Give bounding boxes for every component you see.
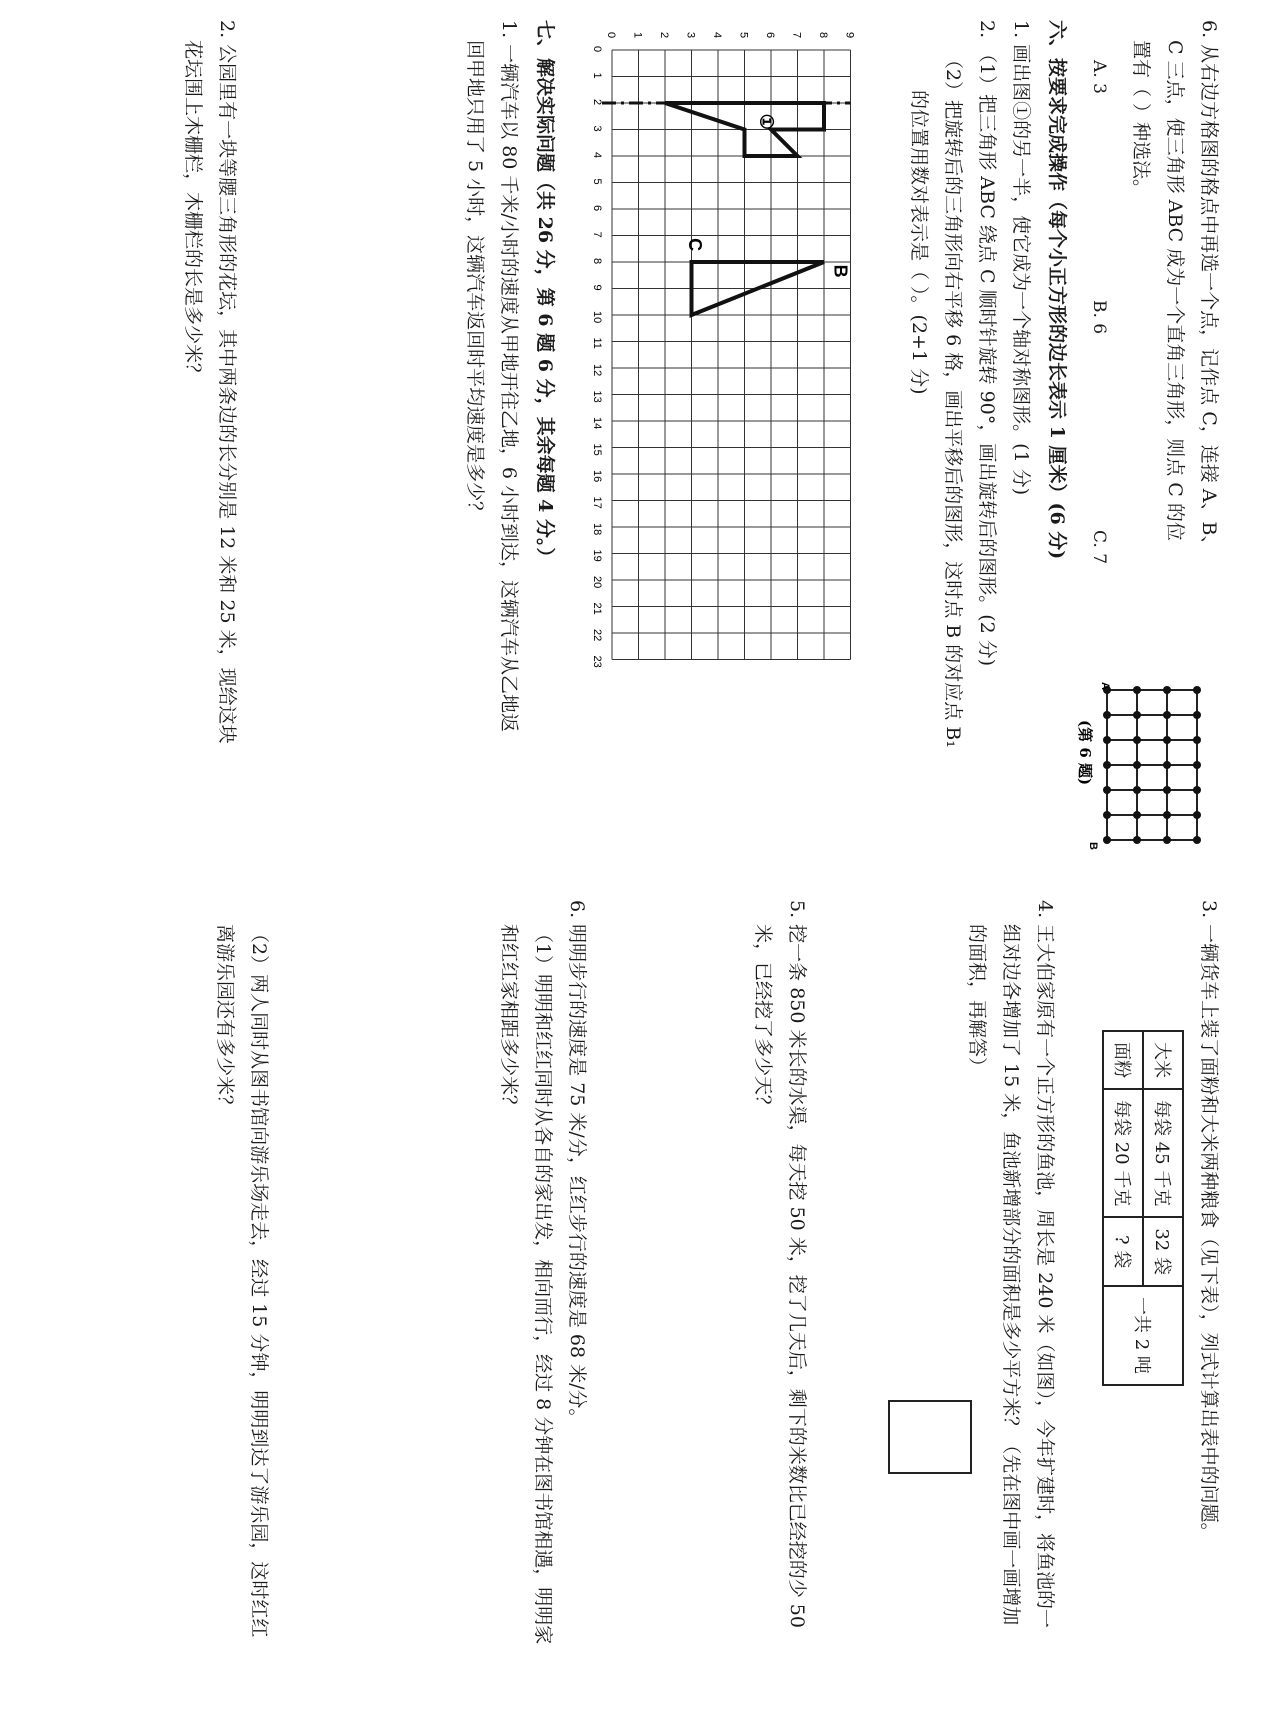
q5-line1: 5. 挖一条 850 米长的水渠，每天挖 50 米，挖了几天后，剩下的米数比已经挖的少 50 (786, 900, 808, 1628)
section6-q2: 2. （1）把三角形 ABC 绕点 C 顺时针旋转 90°，画出旋转后的图形。(2 分) (976, 20, 998, 667)
section6-q2b-line2: 的位置用数对表示是（ ）。(2+1 分) (908, 90, 930, 395)
grid-y-tick-label: 6 (764, 32, 776, 39)
section7-q2-line2: 花坛围上木栅栏，木栅栏的长是多少米？ (182, 40, 204, 383)
section7-q1-line1: 1. 一辆汽车以 80 千米/小时的速度从甲地开往乙地，6 小时到达，这辆汽车从乙地返 (498, 20, 520, 732)
dot-grid-label-b: B (1087, 842, 1099, 850)
q3-text: 3. 一辆货车上装了面粉和大米两种粮食（见下表），列式计算出表中的问题。 (1198, 900, 1220, 1542)
figure-1-label: ① (755, 113, 777, 130)
q6-line1: 6. 从右边方格图的格点中再选一个点，记作点 C，连接 A、B、 (1198, 20, 1220, 555)
q6-part2-line2: 离游乐园还有多少米？ (214, 924, 236, 1115)
q6-dot-grid-figure (1072, 670, 1212, 860)
grid-y-tick-label: 7 (790, 32, 803, 39)
grid-y-tick-label: 3 (684, 32, 697, 39)
grid-x-tick-label: 16 (591, 470, 603, 483)
q6-figure-caption: (第 6 题) (1076, 720, 1094, 786)
section6-q2b-line1: （2）把旋转后的三角形向右平移 6 格，画出平移后的图形，这时点 B 的对应点 B₁ (942, 50, 964, 748)
section7-q1-line2: 回甲地只用了 5 小时，这辆汽车返回时平均速度是多少？ (464, 40, 486, 521)
q4-line3: 的面积，再解答） (966, 924, 988, 1077)
q6-option-b: B. 6 (1089, 300, 1109, 335)
q6-option-c: C. 7 (1089, 530, 1109, 565)
grid-x-tick-label: 21 (591, 602, 603, 615)
grid-x-tick-label: 5 (591, 178, 603, 185)
grid-x-tick-label: 10 (591, 311, 603, 324)
grid-x-tick-label: 17 (591, 496, 603, 509)
q6-right-line: 6. 明明步行的速度是 75 米/分，红红步行的速度是 68 米/分。 (566, 900, 588, 1428)
grid-x-tick-label: 18 (591, 523, 603, 536)
grid-x-tick-label: 23 (591, 655, 603, 668)
q6-line2: C 三点，使三角形 ABC 成为一个直角三角形，则点 C 的位 (1164, 40, 1186, 541)
table-cell: 每袋 20 千克 (1103, 1089, 1143, 1217)
grid-lines (612, 50, 851, 660)
point-c-label: C (684, 238, 705, 252)
q6-part1-line1: （1）明明和红红同时从各自的家出发，相向而行，经过 8 分钟在图书馆相遇，明明家 (532, 924, 554, 1645)
grid-x-tick-label: 3 (591, 125, 603, 132)
grid-y-ticks (605, 32, 856, 38)
q4-line2: 组对边各增加了 15 米，鱼池新增部分的面积是多少平方米？（先在图中画一画增加 (1000, 924, 1022, 1626)
grid-x-tick-label: 1 (591, 72, 603, 79)
grid-x-tick-label: 11 (591, 337, 603, 349)
right-column (0, 900, 1280, 1734)
dot-grid-label-a: A (1099, 682, 1111, 690)
q6-line3: 置有（ ）种选法。 (1130, 40, 1152, 199)
grid-x-tick-label: 9 (591, 284, 603, 291)
grid-x-ticks (591, 46, 603, 668)
grid-y-tick-label: 1 (631, 32, 644, 39)
q6-part2-line1: （2）两人同时从图书馆向游乐场走去，经过 15 分钟，明明到达了游乐园，这时红红 (248, 924, 270, 1638)
table-cell-total: 一共 2 吨 (1103, 1286, 1183, 1385)
table-cell: 每袋 45 千克 (1143, 1089, 1183, 1217)
grid-x-tick-label: 2 (591, 99, 603, 106)
grid-y-tick-label: 4 (711, 32, 723, 39)
grid-x-tick-label: 15 (591, 443, 603, 456)
point-b-label: B (830, 264, 851, 278)
grid-x-tick-label: 4 (591, 152, 603, 159)
grid-x-tick-label: 6 (591, 205, 603, 212)
grid-x-tick-label: 12 (591, 364, 603, 377)
grid-x-tick-label: 19 (591, 549, 603, 562)
grid-x-tick-label: 14 (591, 417, 603, 430)
table-cell: ? 袋 (1103, 1217, 1143, 1286)
coordinate-grid (582, 10, 902, 680)
grid-y-tick-label: 5 (737, 32, 750, 39)
cargo-table (1102, 1030, 1184, 1386)
table-cell: 大米 (1143, 1031, 1183, 1089)
section6-q1: 1. 画出图①的另一半，使它成为一个轴对称图形。(1 分) (1010, 20, 1032, 496)
section7-title: 七、解决实际问题（共 26 分，第 6 题 6 分，其余每题 4 分。） (534, 20, 556, 567)
q4-line1: 4. 王大伯家原有一个正方形的鱼池，周长是 240 米（如图），今年扩建时，将鱼池的一 (1034, 900, 1056, 1629)
table-row (1143, 1031, 1183, 1385)
grid-x-tick-label: 8 (591, 258, 603, 265)
dot-grid-lines (1107, 690, 1197, 840)
fish-pond-square (888, 1400, 972, 1474)
q5-line2: 米，已经挖了多少天？ (752, 924, 774, 1115)
table-cell: 面粉 (1103, 1031, 1143, 1089)
table-cell: 32 袋 (1143, 1217, 1183, 1286)
grid-x-tick-label: 13 (591, 390, 603, 403)
q6-part1-line2: 和红红家相距多少米？ (498, 924, 520, 1115)
section7-q2-line1: 2. 公园里有一块等腰三角形的花坛，其中两条边的长分别是 12 米和 25 米，现给这块 (216, 20, 238, 744)
q6-option-a: A. 3 (1089, 60, 1109, 94)
grid-y-tick-label: 0 (605, 32, 617, 39)
grid-y-tick-label: 8 (817, 32, 829, 39)
grid-x-tick-label: 7 (591, 231, 603, 238)
grid-x-tick-label: 0 (591, 46, 603, 53)
grid-x-tick-label: 22 (591, 629, 603, 642)
grid-y-tick-label: 9 (843, 32, 856, 39)
section6-title: 六、按要求完成操作（每个小正方形的边长表示 1 厘米）(6 分) (1046, 20, 1068, 560)
grid-y-tick-label: 2 (658, 32, 670, 39)
grid-x-tick-label: 20 (591, 576, 603, 589)
